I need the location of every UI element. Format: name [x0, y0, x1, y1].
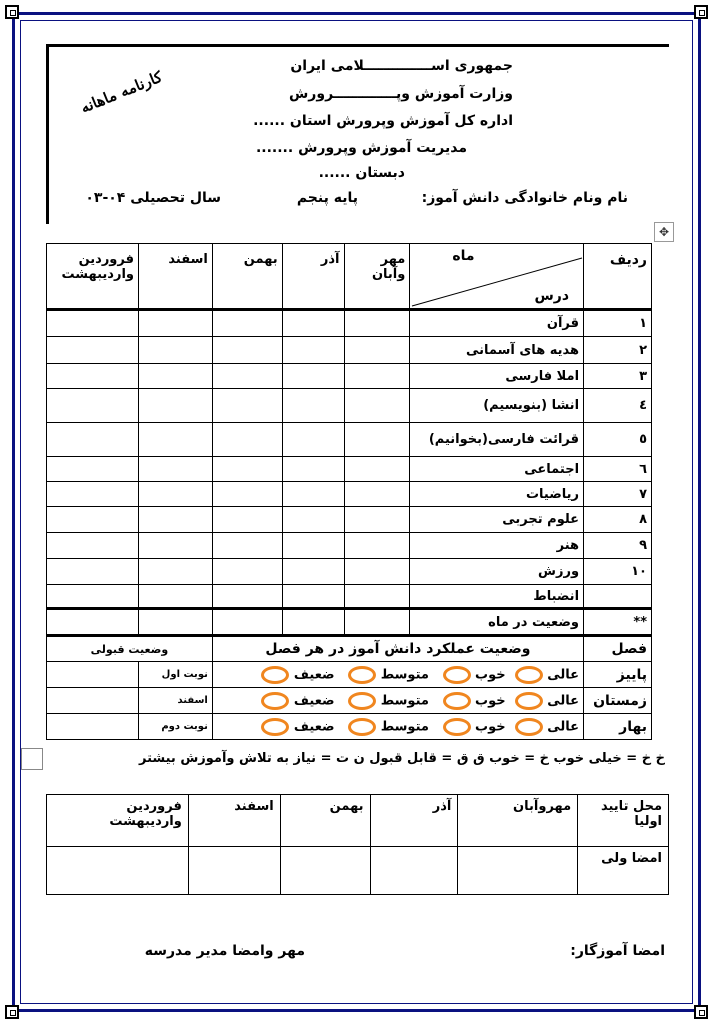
grade-cell[interactable]: [47, 310, 139, 337]
header-top-rule: [47, 44, 669, 47]
parent-approval-label: محل تایید اولیا: [578, 795, 669, 847]
signature-cell[interactable]: [188, 847, 280, 895]
header-month-5: فروردین واردیبهشت: [47, 244, 139, 310]
checkbox[interactable]: [21, 748, 43, 770]
grade-cell[interactable]: [212, 482, 282, 507]
performance-options: [212, 662, 583, 688]
grade-cell[interactable]: [47, 507, 139, 533]
table-row: [47, 337, 652, 364]
header-ministry: وزارت آموزش وپـــــــــــــرورش: [288, 86, 513, 102]
performance-options: [212, 714, 583, 740]
grade-cell[interactable]: [47, 364, 139, 389]
grade-cell[interactable]: [282, 609, 344, 636]
subject-number: ٤: [584, 389, 652, 423]
grade-cell[interactable]: [138, 507, 212, 533]
circle-option-icon[interactable]: [348, 718, 376, 736]
subject-name: املا فارسی: [410, 364, 584, 389]
grade-cell[interactable]: [138, 533, 212, 559]
grade-cell[interactable]: [282, 389, 344, 423]
subject-number: ٥: [584, 423, 652, 457]
circle-option-icon[interactable]: [348, 692, 376, 710]
level-label: خوب: [475, 693, 506, 708]
grade-cell[interactable]: [138, 337, 212, 364]
table-row: [47, 507, 652, 533]
table-row: [47, 559, 652, 585]
grade-cell[interactable]: [138, 423, 212, 457]
grade-cell[interactable]: [47, 423, 139, 457]
header-month-3: بهمن: [212, 244, 282, 310]
status-row-label: وضعیت در ماه: [410, 609, 584, 636]
sign-month-5: فروردین واردیبهشت: [47, 795, 189, 847]
header-country: جمهوری اســــــــــــــلامی ایران: [290, 58, 513, 74]
corner-ornament: [5, 1005, 19, 1019]
grade-cell[interactable]: [138, 389, 212, 423]
subject-name: انضباط: [410, 585, 584, 609]
level-label: عالی: [547, 693, 580, 708]
grade-cell[interactable]: [47, 533, 139, 559]
season-header: فصل: [584, 636, 652, 662]
header-row-number: ردیف: [584, 244, 652, 310]
grade-cell[interactable]: [212, 559, 282, 585]
level-label: متوسط: [380, 719, 429, 734]
table-row: [47, 364, 652, 389]
status-row-marker: **: [584, 609, 652, 636]
level-label: ضعیف: [293, 693, 335, 708]
sign-month-3: بهمن: [280, 795, 370, 847]
grade-cell[interactable]: [212, 457, 282, 482]
table-row: [47, 389, 652, 423]
subject-number: ۸: [584, 507, 652, 533]
acceptance-header: وضعیت قبولی: [47, 636, 213, 662]
circle-option-icon[interactable]: [261, 692, 289, 710]
grade-cell[interactable]: [138, 559, 212, 585]
header-province: اداره کل آموزش وپرورش استان ......: [253, 113, 513, 129]
subject-name: قرائت فارسی(بخوانیم): [410, 423, 584, 457]
signature-header-row: [47, 795, 669, 847]
report-card-stamp: کارنامه ماهانه: [78, 67, 165, 117]
teacher-signature-label: امضا آموزگار:: [570, 943, 665, 959]
circle-option-icon[interactable]: [443, 666, 471, 684]
table-row: [47, 482, 652, 507]
table-move-handle-icon[interactable]: ✥: [654, 222, 674, 242]
grade-cell[interactable]: [212, 310, 282, 337]
header-month-1: مهر وآبان: [344, 244, 410, 310]
grade-cell[interactable]: [212, 337, 282, 364]
table-row: [47, 310, 652, 337]
subject-number: ۷: [584, 482, 652, 507]
performance-title: وضعیت عملکرد دانش آموز در هر فصل: [212, 636, 583, 662]
grade-cell[interactable]: [282, 559, 344, 585]
level-label: خوب: [475, 667, 506, 682]
subject-number: ۲: [584, 337, 652, 364]
circle-option-icon[interactable]: [515, 718, 543, 736]
grade-cell[interactable]: [47, 559, 139, 585]
grade-cell[interactable]: [344, 559, 410, 585]
performance-header-row: [47, 636, 652, 662]
sign-month-1: مهروآبان: [458, 795, 578, 847]
grade-cell[interactable]: [47, 337, 139, 364]
grade-cell[interactable]: [138, 364, 212, 389]
performance-row: [47, 688, 652, 714]
grade-cell[interactable]: [344, 482, 410, 507]
signature-cell[interactable]: [47, 847, 189, 895]
header-left-rule: [46, 44, 49, 224]
acceptance-cell[interactable]: [47, 714, 139, 740]
grade-cell[interactable]: [212, 585, 282, 609]
school-year: سال تحصیلی ۰۴-۰۳: [85, 190, 221, 206]
corner-ornament: [694, 5, 708, 19]
level-label: متوسط: [380, 667, 429, 682]
subject-name: هنر: [410, 533, 584, 559]
table-row: [47, 457, 652, 482]
grade-cell[interactable]: [212, 423, 282, 457]
sign-month-4: اسفند: [188, 795, 280, 847]
subject-name: علوم تجربی: [410, 507, 584, 533]
subject-name: ریاضیات: [410, 482, 584, 507]
season-name: بهار: [584, 714, 652, 740]
table-row: [47, 423, 652, 457]
grade-cell[interactable]: [282, 533, 344, 559]
grade-cell[interactable]: [282, 364, 344, 389]
principal-signature-label: مهر وامضا مدیر مدرسه: [144, 943, 305, 959]
table-row: [47, 585, 652, 609]
grade-cell[interactable]: [212, 533, 282, 559]
grade-cell[interactable]: [344, 533, 410, 559]
circle-option-icon[interactable]: [443, 692, 471, 710]
table-row: [47, 533, 652, 559]
circle-option-icon[interactable]: [515, 666, 543, 684]
header-lesson: درس: [534, 288, 570, 304]
parent-sign-label: امضا ولی: [578, 847, 669, 895]
grade-legend: خ خ = خیلی خوب خ = خوب ق ق = قابل قبول ن ت = نیاز به تلاش وآموزش بیشتر: [138, 751, 665, 766]
level-label: عالی: [547, 667, 580, 682]
acceptance-label: نوبت دوم: [138, 714, 212, 740]
grade-cell[interactable]: [344, 310, 410, 337]
grade-cell[interactable]: [344, 585, 410, 609]
level-label: خوب: [475, 719, 506, 734]
grade-cell[interactable]: [47, 482, 139, 507]
header-month: ماه: [452, 248, 475, 264]
grade-cell[interactable]: [212, 507, 282, 533]
grade-cell[interactable]: [212, 389, 282, 423]
grade-cell[interactable]: [138, 482, 212, 507]
header-district: مدیریت آموزش وپرورش .......: [255, 140, 467, 156]
acceptance-cell[interactable]: [47, 662, 139, 688]
grade-cell[interactable]: [344, 423, 410, 457]
subject-number: ٦: [584, 457, 652, 482]
header-school: دبستان ......: [318, 165, 405, 181]
table-header-row: [47, 244, 652, 310]
status-row: [47, 609, 652, 636]
corner-ornament: [5, 5, 19, 19]
grade-cell[interactable]: [282, 423, 344, 457]
header-month-4: اسفند: [138, 244, 212, 310]
level-label: عالی: [547, 719, 580, 734]
grade-cell[interactable]: [47, 457, 139, 482]
grade-cell[interactable]: [344, 609, 410, 636]
subject-number: ۱۰: [584, 559, 652, 585]
circle-option-icon[interactable]: [261, 718, 289, 736]
circle-option-icon[interactable]: [348, 666, 376, 684]
corner-ornament: [694, 1005, 708, 1019]
grade-cell[interactable]: [344, 337, 410, 364]
season-name: پاییز: [584, 662, 652, 688]
grade-cell[interactable]: [344, 507, 410, 533]
grade-cell[interactable]: [47, 389, 139, 423]
grade-cell[interactable]: [282, 482, 344, 507]
signature-cell[interactable]: [458, 847, 578, 895]
level-label: ضعیف: [293, 667, 335, 682]
grade-cell[interactable]: [344, 364, 410, 389]
grade-cell[interactable]: [282, 337, 344, 364]
circle-option-icon[interactable]: [515, 692, 543, 710]
subject-name: اجتماعی: [410, 457, 584, 482]
grade-cell[interactable]: [282, 585, 344, 609]
subject-number: ۱: [584, 310, 652, 337]
signature-cell[interactable]: [370, 847, 458, 895]
performance-row: [47, 662, 652, 688]
subject-number: [584, 585, 652, 609]
grade-cell[interactable]: [47, 609, 139, 636]
grade-cell[interactable]: [212, 364, 282, 389]
header-month-lesson: [410, 244, 584, 310]
grade-cell[interactable]: [138, 457, 212, 482]
season-name: زمستان: [584, 688, 652, 714]
acceptance-cell[interactable]: [47, 688, 139, 714]
circle-option-icon[interactable]: [443, 718, 471, 736]
signature-cell[interactable]: [280, 847, 370, 895]
acceptance-label: نوبت اول: [138, 662, 212, 688]
signature-table: [46, 794, 669, 895]
subject-number: ۹: [584, 533, 652, 559]
grade-cell[interactable]: [47, 585, 139, 609]
performance-options: [212, 688, 583, 714]
subject-name: انشا (بنویسیم): [410, 389, 584, 423]
grade-cell[interactable]: [212, 609, 282, 636]
header-month-2: آذر: [282, 244, 344, 310]
grade-cell[interactable]: [138, 585, 212, 609]
grade-cell[interactable]: [282, 310, 344, 337]
grades-table: [46, 243, 652, 740]
sign-month-2: آذر: [370, 795, 458, 847]
grade-cell[interactable]: [344, 389, 410, 423]
circle-option-icon[interactable]: [261, 666, 289, 684]
signature-row: [47, 847, 669, 895]
grade-cell[interactable]: [138, 609, 212, 636]
grade-label: پایه پنجم: [296, 190, 358, 206]
subject-number: ۳: [584, 364, 652, 389]
grade-cell[interactable]: [138, 310, 212, 337]
subject-name: قرآن: [410, 310, 584, 337]
acceptance-label: اسفند: [138, 688, 212, 714]
grade-cell[interactable]: [344, 457, 410, 482]
student-name-label: نام ونام خانوادگی دانش آموز:: [421, 190, 628, 206]
grade-cell[interactable]: [282, 507, 344, 533]
level-label: متوسط: [380, 693, 429, 708]
level-label: ضعیف: [293, 719, 335, 734]
subject-name: هدیه های آسمانی: [410, 337, 584, 364]
subject-name: ورزش: [410, 559, 584, 585]
performance-row: [47, 714, 652, 740]
grade-cell[interactable]: [282, 457, 344, 482]
